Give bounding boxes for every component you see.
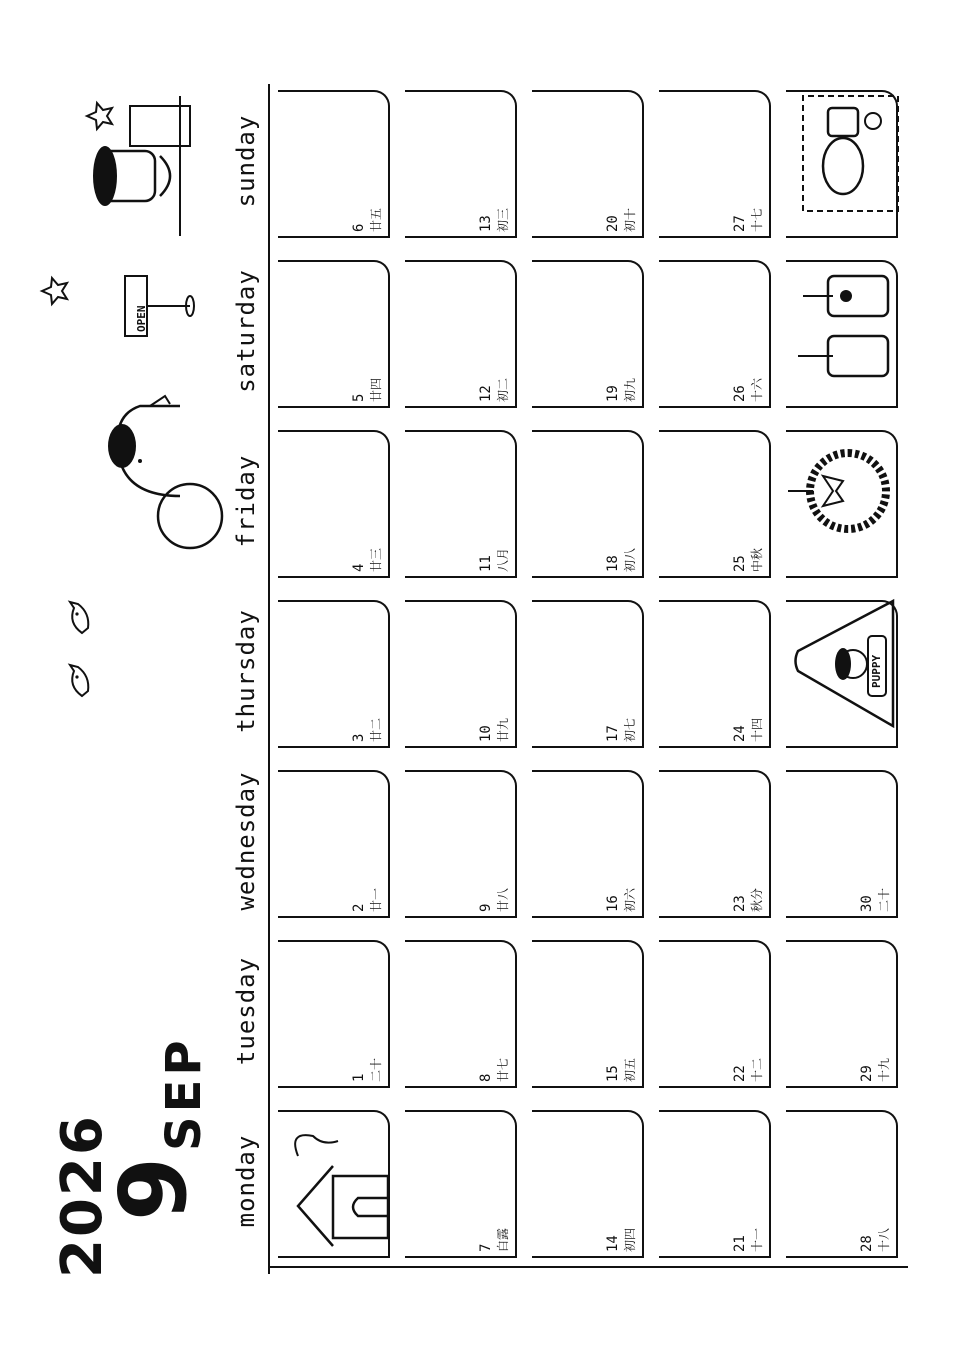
doghouse-icon [278,1116,393,1256]
lunar-date: 廿七 [496,1057,510,1082]
bird-icon [60,598,100,638]
lunar-date: 初九 [623,377,637,402]
weekday-label: thursday [232,609,260,733]
month-name: SEP [156,1036,212,1151]
day-number: 23 [732,895,748,912]
day-number: 17 [605,725,621,742]
calendar-cell [786,770,898,918]
day-number: 8 [478,1073,494,1082]
calendar-cell [659,770,771,918]
calendar-cell [278,940,390,1088]
day-number: 1 [351,1073,367,1082]
lunar-date: 十二 [750,1057,764,1082]
lunar-date: 廿五 [369,207,383,232]
lunar-date: 初十 [623,207,637,232]
calendar-cell [659,90,771,238]
calendar-cell [659,940,771,1088]
lunar-date: 十六 [750,377,764,402]
day-number: 19 [605,385,621,402]
calendar-cell [532,430,644,578]
calendar-cell [659,600,771,748]
lunar-date: 十四 [750,717,764,742]
day-number: 3 [351,733,367,742]
weekday-header [232,86,272,1276]
day-number: 18 [605,555,621,572]
calendar-cell [532,770,644,918]
lunar-date: 廿三 [369,547,383,572]
calendar-cell [278,770,390,918]
wreath-icon [788,421,903,566]
lunar-date: 初七 [623,717,637,742]
calendar-cell [659,1110,771,1258]
lunar-date: 十七 [750,207,764,232]
day-number: 27 [732,215,748,232]
lunar-date: 秋分 [750,887,764,912]
lunar-date: 二十 [877,887,891,912]
calendar-cell [278,260,390,408]
puppy-tent-icon [788,591,903,736]
lunar-date: 廿八 [496,887,510,912]
lunar-date: 八月 [496,547,510,572]
lunar-date: 初六 [623,887,637,912]
calendar-cell [532,90,644,238]
day-number: 28 [859,1235,875,1252]
day-number: 15 [605,1065,621,1082]
lunar-date: 二十 [369,1057,383,1082]
lunar-date: 白露 [496,1227,510,1252]
day-number: 10 [478,725,494,742]
open-sign-icon [120,261,200,341]
picnic-icon [788,81,908,226]
day-number: 5 [351,393,367,402]
calendar-cell [278,600,390,748]
day-number: 22 [732,1065,748,1082]
day-number: 25 [732,555,748,572]
lunar-date: 中秋 [750,547,764,572]
star-icon [40,276,70,306]
calendar-cell [532,600,644,748]
day-number: 6 [351,223,367,232]
weekday-label: saturday [232,269,260,393]
day-number: 24 [732,725,748,742]
lunar-date: 廿四 [369,377,383,402]
calendar-cell [532,1110,644,1258]
lunar-date: 初二 [496,377,510,402]
puppy-tent-text: PUPPY [870,654,883,688]
day-number: 7 [478,1243,494,1252]
weekday-label: tuesday [232,956,260,1066]
day-number: 29 [859,1065,875,1082]
open-sign-text: OPEN [135,305,148,332]
day-number: 30 [859,895,875,912]
dog-with-ball-icon [70,386,230,556]
grid-left-border [268,1266,908,1268]
day-number: 21 [732,1235,748,1252]
lunar-date: 初三 [496,207,510,232]
calendar-cell [405,940,517,1088]
calendar-cell [405,1110,517,1258]
lunar-date: 廿二 [369,717,383,742]
weekday-label: monday [232,1134,260,1228]
day-number: 11 [478,555,494,572]
day-number: 4 [351,563,367,572]
calendar-cell [659,260,771,408]
day-number: 26 [732,385,748,402]
calendar-cell [532,940,644,1088]
drinks-icon [788,251,903,396]
day-number: 12 [478,385,494,402]
lunar-date: 廿一 [369,887,383,912]
calendar-cell [405,430,517,578]
weekday-label: wednesday [232,771,260,911]
day-number: 20 [605,215,621,232]
calendar-cell [786,940,898,1088]
dog-with-coffee-icon [70,86,220,256]
calendar-cell [405,770,517,918]
lunar-date: 初四 [623,1227,637,1252]
calendar-cell [405,90,517,238]
day-number: 2 [351,903,367,912]
lunar-date: 初五 [623,1057,637,1082]
calendar-cell [405,600,517,748]
calendar-cell [659,430,771,578]
lunar-date: 十一 [750,1227,764,1252]
month-number: 9 [100,1156,207,1221]
lunar-date: 初八 [623,547,637,572]
lunar-date: 廿九 [496,717,510,742]
day-number: 13 [478,215,494,232]
calendar-cell [532,260,644,408]
calendar-cell [278,430,390,578]
calendar-cell [786,1110,898,1258]
day-number: 9 [478,903,494,912]
bird-icon [60,661,100,701]
lunar-date: 十九 [877,1057,891,1082]
calendar-cell [405,260,517,408]
day-number: 16 [605,895,621,912]
year-label: 2026 [50,1114,115,1278]
grid-top-border [268,84,270,1274]
day-number: 14 [605,1235,621,1252]
weekday-label: friday [232,454,260,548]
weekday-label: sunday [232,114,260,208]
lunar-date: 十八 [877,1227,891,1252]
calendar-cell [278,90,390,238]
